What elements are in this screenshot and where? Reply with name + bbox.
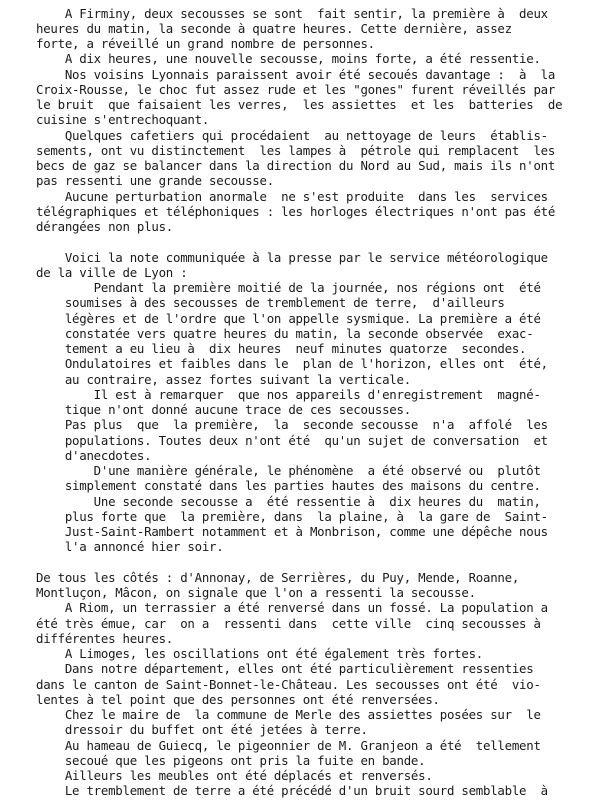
text-line: De tous les côtés : d'Annonay, de Serrières, du Puy, Mende, Roanne, — [36, 570, 520, 585]
text-line: simplement constaté dans les parties hautes des maisons du centre. — [36, 478, 541, 493]
text-line: Au hameau de Guiecq, le pigeonnier de M. Granjeon a été tellement — [36, 738, 541, 753]
text-line: dérangées non plus. — [36, 219, 173, 234]
text-line: Quelques cafetiers qui procédaient au nettoyage de leurs établis- — [36, 128, 548, 143]
text-line: Il est à remarquer que nos appareils d'enregistrement magné- — [36, 387, 541, 402]
text-line: Nos voisins Lyonnais paraissent avoir été secoués davantage : à la — [36, 67, 556, 82]
text-line: D'une manière générale, le phénomène a été observé ou plutôt — [36, 463, 541, 478]
text-line: Une seconde secousse a été ressentie à dix heures du matin, — [36, 494, 541, 509]
text-line: de la ville de Lyon : — [36, 265, 188, 280]
text-line: Voici la note communiquée à la presse par le service météorologique — [36, 250, 548, 265]
text-line: forte, a réveillé un grand nombre de personnes. — [36, 36, 375, 51]
text-line: Pas plus que la première, la seconde secousse n'a affolé les — [36, 417, 548, 432]
text-line: populations. Toutes deux n'ont été qu'un sujet de conversation et — [36, 433, 548, 448]
text-line: A Riom, un terrassier a été renversé dans un fossé. La population a — [36, 600, 548, 615]
text-line: tique n'ont donné aucune trace de ces secousses. — [36, 402, 411, 417]
text-line: télégraphiques et téléphoniques : les horloges électriques n'ont pas été — [36, 204, 556, 219]
text-line: A Firminy, deux secousses se sont fait sentir, la première à deux — [36, 6, 548, 21]
text-line: été très émue, car on a ressenti dans cette ville cinq secousses à — [36, 616, 541, 631]
text-line: lentes à tel point que des personnes ont été renversées. — [36, 692, 440, 707]
text-line: sements, ont vu distinctement les lampes à pétrole qui remplacent les — [36, 143, 556, 158]
text-line: Dans notre département, elles ont été particulièrement ressenties — [36, 661, 534, 676]
text-line: becs de gaz se balancer dans la direction du Nord au Sud, mais ils n'ont — [36, 158, 556, 173]
text-line: Just-Saint-Rambert notamment et à Monbrison, comme une dépêche nous — [36, 524, 548, 539]
text-line: Chez le maire de la commune de Merle des assiettes posées sur le — [36, 707, 541, 722]
text-line: Ailleurs les meubles ont été déplacés et renversés. — [36, 768, 433, 783]
text-line: Ondulatoires et faibles dans le plan de l'horizon, elles ont été, — [36, 356, 548, 371]
text-line: constatée vers quatre heures du matin, la seconde observée exac- — [36, 326, 534, 341]
text-line: heures du matin, la seconde à quatre heures. Cette dernière, assez — [36, 21, 512, 36]
text-line: plus forte que la première, dans la plaine, à la gare de Saint- — [36, 509, 548, 524]
text-line: au contraire, assez fortes suivant la verticale. — [36, 372, 411, 387]
text-line: Aucune perturbation anormale ne s'est produite dans les services — [36, 189, 548, 204]
text-line: soumises à des secousses de tremblement de terre, d'ailleurs — [36, 295, 505, 310]
text-line: dressoir du buffet ont été jetées à terre. — [36, 722, 368, 737]
text-line: Le tremblement de terre a été précédé d'un bruit sourd semblable à — [36, 783, 548, 798]
text-line: A dix heures, une nouvelle secousse, moins forte, a été ressentie. — [36, 51, 541, 66]
text-line: légères et de l'ordre que l'on appelle sysmique. La première a été — [36, 311, 541, 326]
text-line: tement a eu lieu à dix heures neuf minutes quatorze secondes. — [36, 341, 527, 356]
text-line: Montluçon, Mâcon, on signale que l'on a ressenti la secousse. — [36, 585, 476, 600]
text-line: pas ressenti une grande secousse. — [36, 173, 274, 188]
text-line: l'a annoncé hier soir. — [36, 539, 224, 554]
text-line: secoué que les pigeons ont pris la fuite en bande. — [36, 753, 426, 768]
text-line: différentes heures. — [36, 631, 173, 646]
text-line: Pendant la première moitié de la journée, nos régions ont été — [36, 280, 541, 295]
text-line: d'anecdotes. — [36, 448, 152, 463]
text-line: cuisine s'entrechoquant. — [36, 112, 210, 127]
text-line: Croix-Rousse, le choc fut assez rude et les "gones" furent réveillés par — [36, 82, 556, 97]
text-line: dans le canton de Saint-Bonnet-le-Château. Les secousses ont été vio- — [36, 677, 541, 692]
text-line: A Limoges, les oscillations ont été également très fortes. — [36, 646, 484, 661]
text-line: le bruit que faisaient les verres, les assiettes et les batteries de — [36, 97, 563, 112]
